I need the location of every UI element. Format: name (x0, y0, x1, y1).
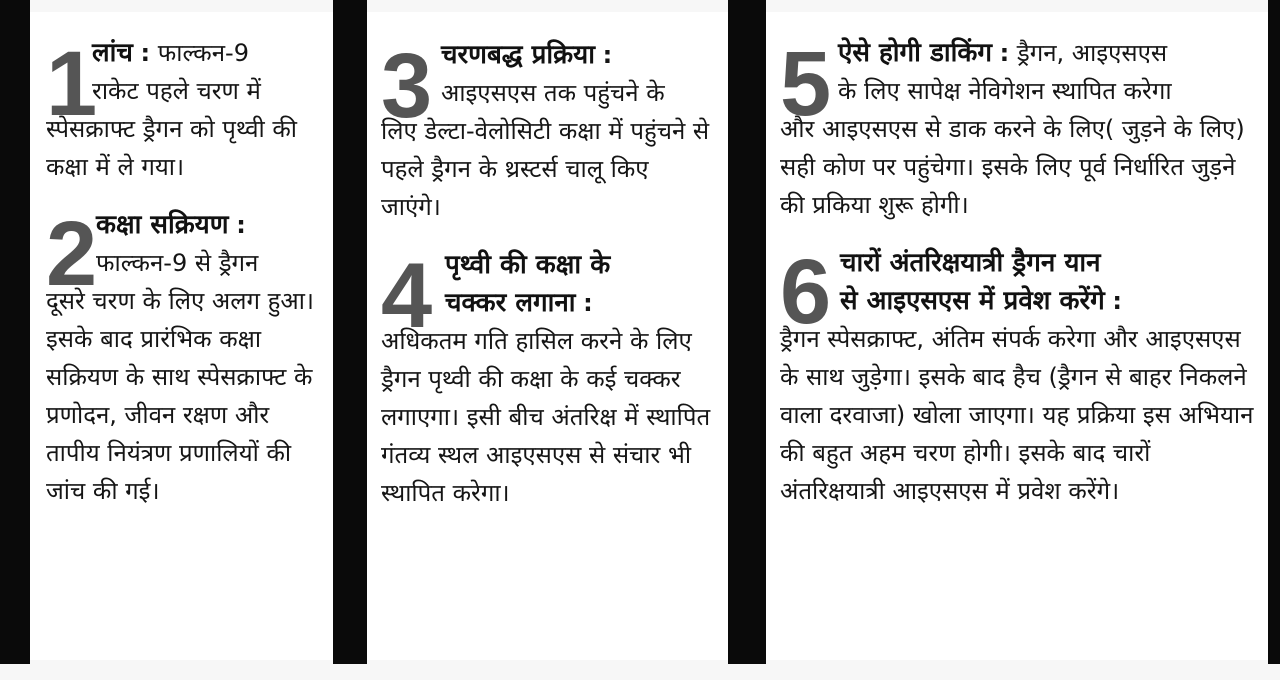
step-body: और आइएसएस से डाक करने के लिए( जुड़ने के लिए) सही कोण पर पहुंचेगा। इसके लिए पूर्व निर्धारित जुड़ने की प्रकिया शुरू होगी। (780, 115, 1245, 219)
step-body: फाल्कन-9 (157, 39, 249, 67)
step-6: 6 चारों अंतरिक्षयात्री ड्रैगन यान से आइएसएस में प्रवेश करेंगे : ड्रैगन स्पेसक्राफ्ट, अंतिम संपर्क करेगा और आइएसएस के साथ जुड़ेगा। इसके बाद हैच (ड्रैगन से बाहर निकलने वाला दरवाजा) खोला जाएगा। यह प्रक्रिया इस अभियान की बहुत अहम चरण होगी। इसके बाद चारों अंतरिक्षयात्री आइएसएस में प्रवेश करेंगे। (780, 244, 1254, 510)
left-border (0, 0, 30, 664)
step-body: ड्रैगन, आइएसएस (1016, 39, 1168, 67)
column-1 (30, 12, 333, 660)
step-heading: चक्कर लगाना (445, 288, 576, 318)
step-5: 5 ऐसे होगी डाकिंग : ड्रैगन, आइएसएस के लिए सापेक्ष नेविगेशन स्थापित करेगा और आइएसएस से डाक करने के लिए( जुड़ने के लिए) सही कोण पर पहुंचेगा। इसके लिए पूर्व निर्धारित जुड़ने की प्रकिया शुरू होगी। (780, 34, 1254, 224)
step-3: 3 चरणबद्ध प्रक्रिया : आइएसएस तक पहुंचने के लिए डेल्टा-वेलोसिटी कक्षा में पहुंचने से पहले ड्रैगन के थ्रस्टर्स चालू किए जाएंगे। (381, 36, 712, 226)
step-number: 3 (381, 35, 433, 137)
step-heading: पृथ्वी की कक्षा के (445, 250, 611, 280)
divider-1 (333, 0, 367, 664)
step-heading: चरणबद्ध प्रक्रिया (441, 40, 595, 70)
step-body: ड्रैगन स्पेसक्राफ्ट, अंतिम संपर्क करेगा और आइएसएस के साथ जुड़ेगा। इसके बाद हैच (ड्रैगन से बाहर निकलने वाला दरवाजा) खोला जाएगा। यह प्रक्रिया इस अभियान की बहुत अहम चरण होगी। इसके बाद चारों अंतरिक्षयात्री आइएसएस में प्रवेश करेंगे। (780, 325, 1254, 505)
step-number: 2 (46, 203, 98, 305)
step-body: के लिए सापेक्ष नेविगेशन स्थापित करेगा (838, 77, 1172, 105)
column-3 (766, 12, 1268, 660)
divider-2 (728, 0, 766, 664)
step-number: 5 (780, 33, 832, 135)
step-1: 1 लांच : फाल्कन-9 राकेट पहले चरण में स्पेसक्राफ्ट ड्रैगन को पृथ्वी की कक्षा में ले गया। (46, 34, 317, 186)
right-border (1268, 0, 1280, 664)
step-heading: चारों अंतरिक्षयात्री ड्रैगन यान (840, 248, 1101, 278)
column-2 (367, 12, 728, 660)
step-body: दूसरे चरण के लिए अलग हुआ। इसके बाद प्रारंभिक कक्षा सक्रियण के साथ स्पेसक्राफ्ट के प्रणोदन, जीवन रक्षण और तापीय नियंत्रण प्रणालियों की जांच की गई। (46, 287, 315, 505)
step-body: राकेट पहले चरण में (92, 77, 261, 105)
step-body: स्पेसक्राफ्ट ड्रैगन को पृथ्वी की कक्षा में ले गया। (46, 115, 298, 181)
step-heading: ऐसे होगी डाकिंग (838, 38, 992, 68)
step-heading: से आइएसएस में प्रवेश करेंगे (840, 286, 1105, 316)
step-4: 4 पृथ्वी की कक्षा के चक्कर लगाना : अधिकतम गति हासिल करने के लिए ड्रैगन पृथ्वी की कक्षा के कई चक्कर लगाएगा। इसी बीच अंतरिक्ष में स्थापित गंतव्य स्थल आइएसएस से संचार भी स्थापित करेगा। (381, 246, 712, 512)
step-body: आइएसएस तक पहुंचने के (441, 79, 665, 107)
step-body: लिए डेल्टा-वेलोसिटी कक्षा में पहुंचने से पहले ड्रैगन के थ्रस्टर्स चालू किए जाएंगे। (381, 117, 710, 221)
step-number: 1 (46, 33, 98, 135)
step-number: 4 (381, 245, 433, 347)
step-heading: कक्षा सक्रियण (96, 210, 229, 240)
step-number: 6 (780, 241, 832, 343)
step-heading: लांच (92, 38, 133, 68)
step-body: फाल्कन-9 से ड्रैगन (96, 249, 259, 277)
step-body: अधिकतम गति हासिल करने के लिए ड्रैगन पृथ्वी की कक्षा के कई चक्कर लगाएगा। इसी बीच अंतरिक्ष में स्थापित गंतव्य स्थल आइएसएस से संचार भी स्थापित करेगा। (381, 327, 711, 507)
step-2: 2 कक्षा सक्रियण : फाल्कन-9 से ड्रैगन दूसरे चरण के लिए अलग हुआ। इसके बाद प्रारंभिक कक्षा सक्रियण के साथ स्पेसक्राफ्ट के प्रणोदन, जीवन रक्षण और तापीय नियंत्रण प्रणालियों की जांच की गई। (46, 206, 317, 510)
